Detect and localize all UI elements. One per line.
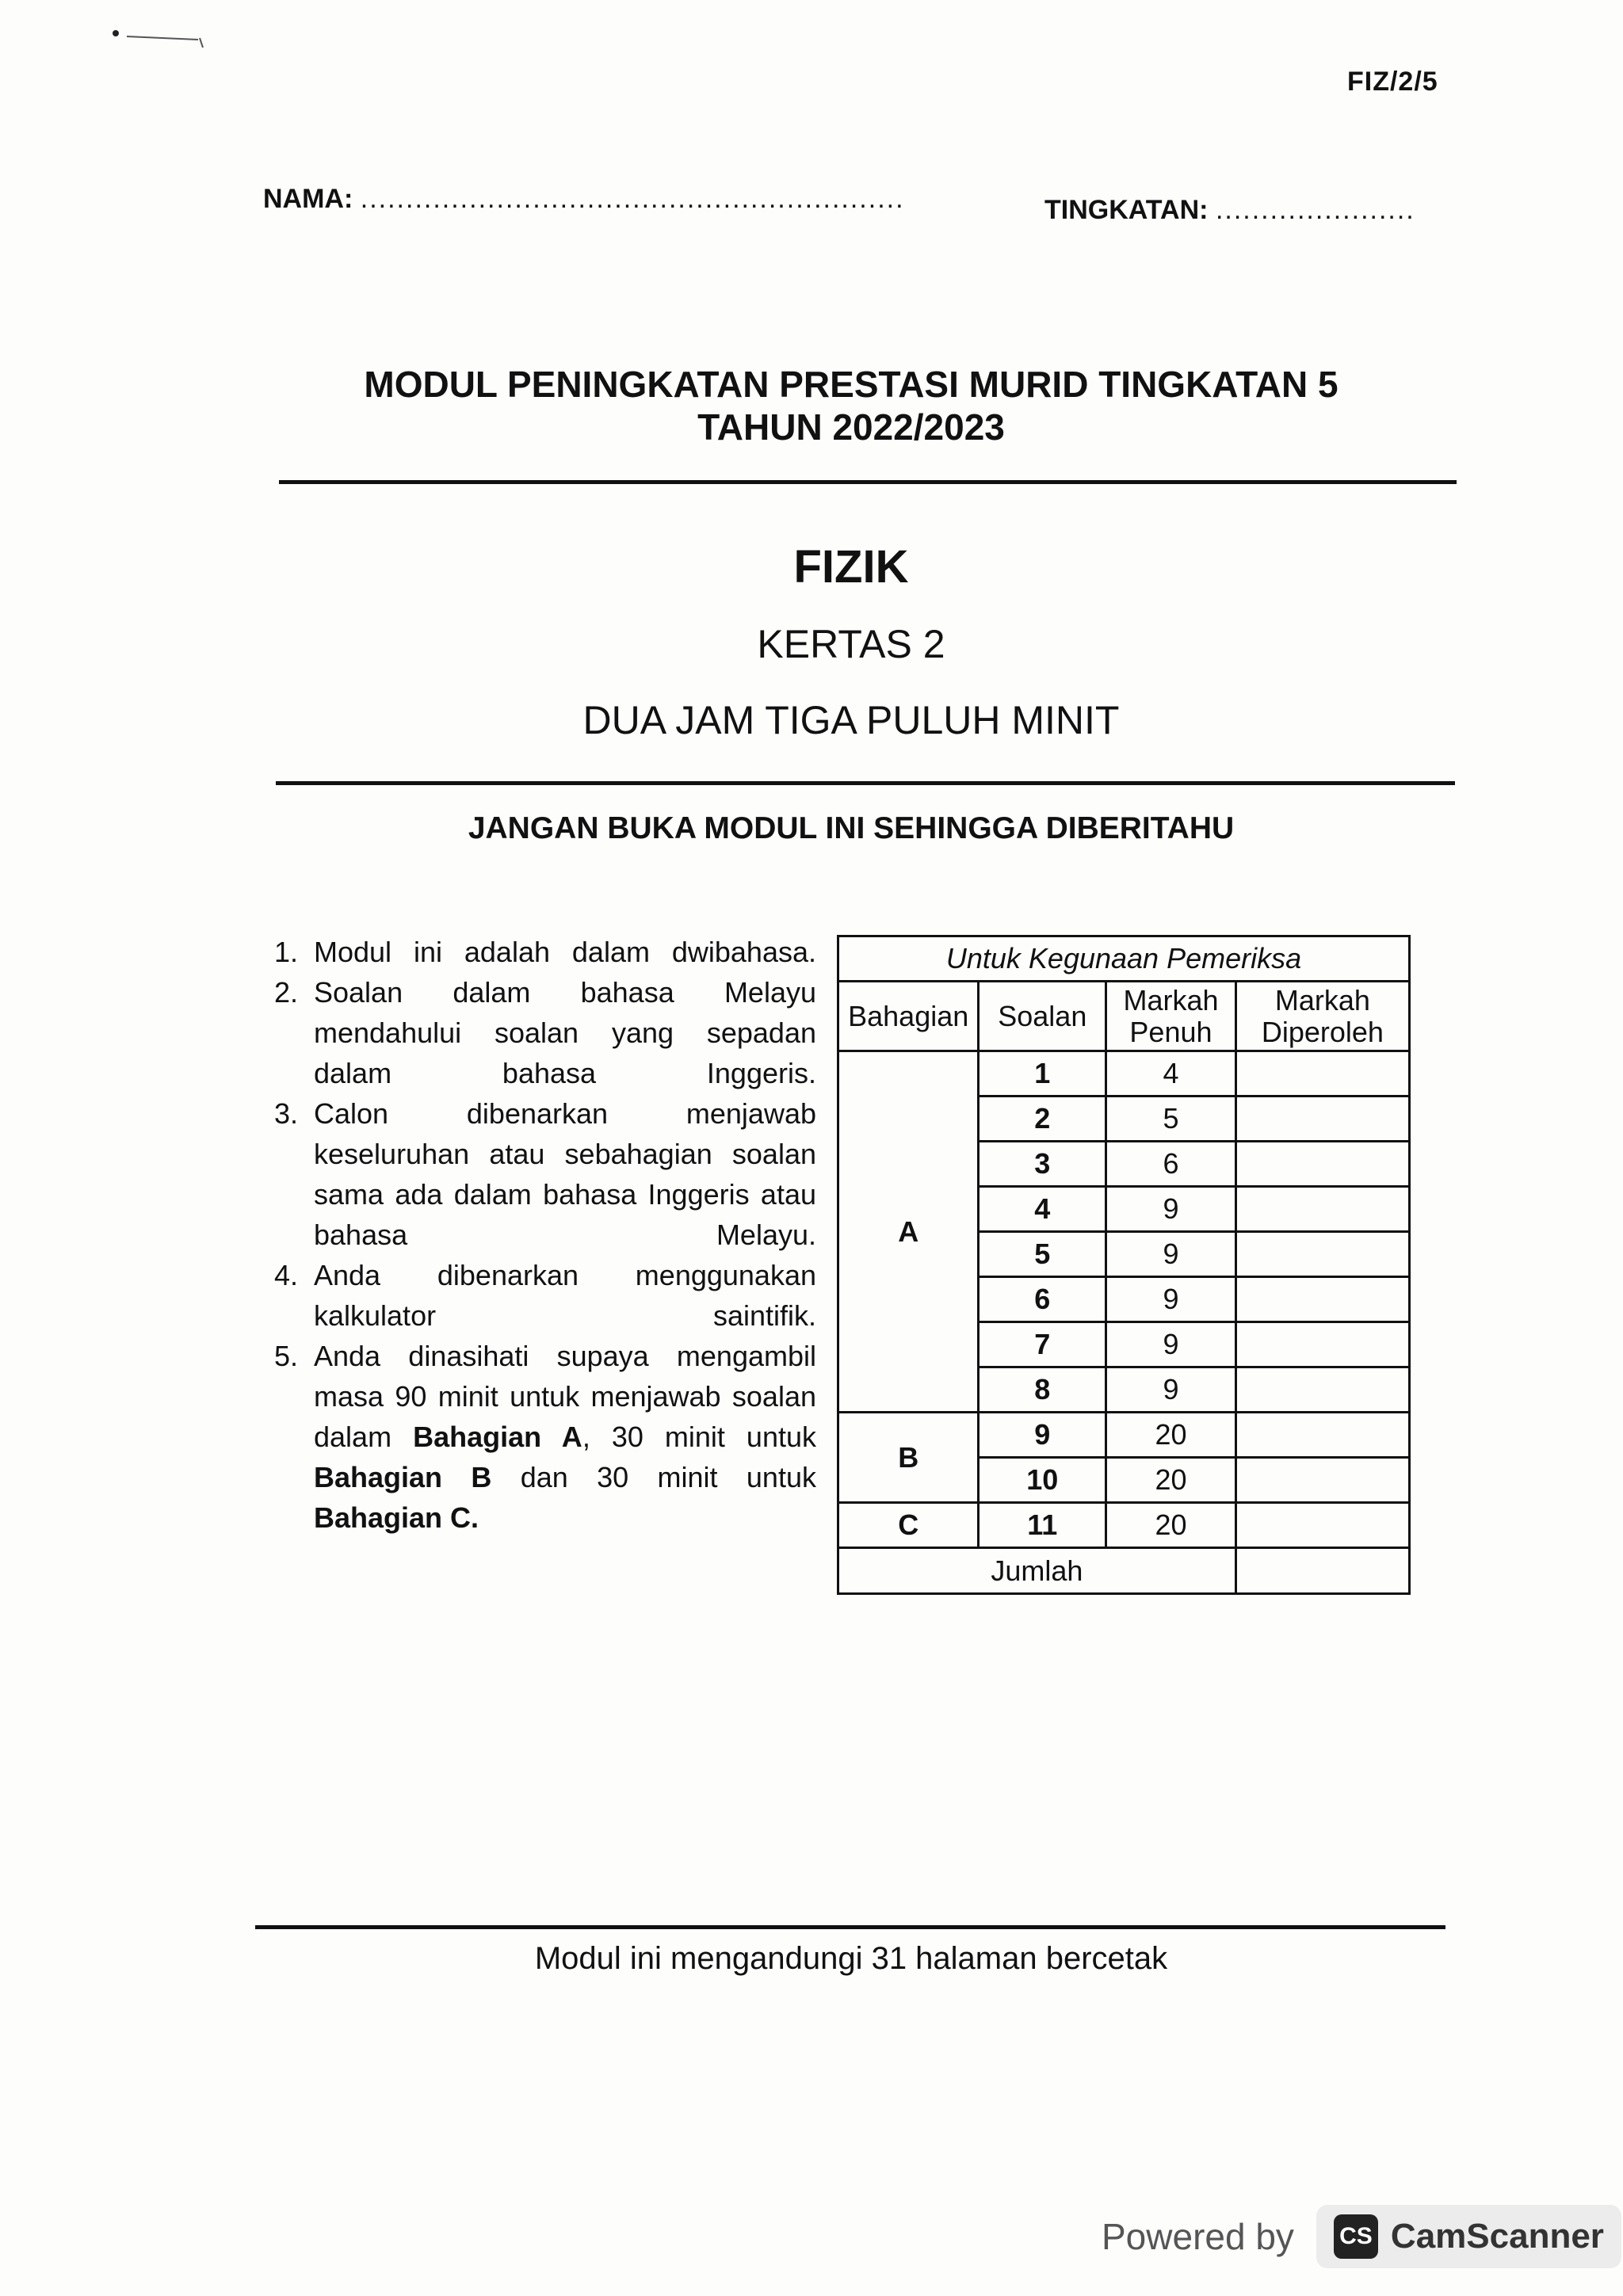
tingkatan-field[interactable]: [1044, 195, 1415, 226]
camscanner-logo-icon: CS: [1334, 2214, 1378, 2259]
instruction-item: 2. Soalan dalam bahasa Melayu mendahului soalan yang sepadan dalam bahasa Inggeris.: [274, 976, 816, 1089]
obtained-mark-cell[interactable]: [1235, 1142, 1409, 1187]
paper-number: KERTAS 2: [757, 622, 945, 666]
question-number: 11: [979, 1503, 1106, 1548]
section-a-label: A: [838, 1051, 979, 1413]
obtained-mark-cell[interactable]: [1235, 1367, 1409, 1413]
full-mark: 9: [1106, 1187, 1236, 1232]
section-b-label: B: [838, 1413, 979, 1503]
instructions-list: [269, 932, 816, 1538]
module-title: MODUL PENINGKATAN PRESTASI MURID TINGKATAN 5: [364, 364, 1338, 405]
paper-code: FIZ/2/5: [1347, 67, 1438, 97]
header-bahagian: Bahagian: [838, 982, 979, 1051]
nama-field[interactable]: [263, 184, 905, 215]
camscanner-badge: [1316, 2205, 1621, 2268]
total-obtained-cell[interactable]: [1235, 1548, 1409, 1594]
question-number: 3: [979, 1142, 1106, 1187]
instruction-item: 1. Modul ini adalah dalam dwibahasa.: [274, 936, 816, 968]
instruction-item: 5. Anda dinasihati supaya mengambil masa 90 minit untuk menjawab soalan dalam Bahagian A, 30 minit untuk Bahagian B dan 30 minit untuk Bahagian C.: [274, 1340, 817, 1534]
table-row: [838, 1503, 1410, 1548]
obtained-mark-cell[interactable]: [1235, 1322, 1409, 1367]
exam-duration: DUA JAM TIGA PULUH MINIT: [582, 698, 1120, 742]
instruction-item: 4. Anda dibenarkan menggunakan kalkulator saintifik.: [274, 1259, 816, 1332]
full-mark: 9: [1106, 1232, 1236, 1277]
question-number: 4: [979, 1187, 1106, 1232]
obtained-mark-cell[interactable]: [1235, 1232, 1409, 1277]
warning-text: JANGAN BUKA MODUL INI SEHINGGA DIBERITAHU: [468, 811, 1235, 845]
marks-table: [837, 935, 1411, 1595]
obtained-mark-cell[interactable]: [1235, 1413, 1409, 1458]
header-markah-penuh: Markah Penuh: [1106, 982, 1236, 1051]
camscanner-watermark: [1102, 2201, 1621, 2272]
full-mark: 20: [1106, 1503, 1236, 1548]
tingkatan-dots: ......................: [1215, 195, 1415, 225]
question-number: 8: [979, 1367, 1106, 1413]
question-number: 9: [979, 1413, 1106, 1458]
question-number: 6: [979, 1277, 1106, 1322]
full-mark: 20: [1106, 1413, 1236, 1458]
table-row: [838, 1413, 1410, 1458]
top-divider: [279, 480, 1457, 484]
obtained-mark-cell[interactable]: [1235, 1051, 1409, 1097]
camscanner-brand: CamScanner: [1390, 2217, 1604, 2256]
module-year: TAHUN 2022/2023: [697, 406, 1005, 448]
table-row: [838, 1051, 1410, 1097]
header-markah-diperoleh: Markah Diperoleh: [1235, 982, 1409, 1051]
question-number: 10: [979, 1458, 1106, 1503]
full-mark: 4: [1106, 1051, 1236, 1097]
obtained-mark-cell[interactable]: [1235, 1097, 1409, 1142]
nama-dots: ............................................................: [360, 184, 905, 214]
subject-name: FIZIK: [793, 541, 909, 593]
nama-label: NAMA:: [263, 184, 353, 214]
obtained-mark-cell[interactable]: [1235, 1277, 1409, 1322]
full-mark: 20: [1106, 1458, 1236, 1503]
total-label: Jumlah: [838, 1548, 1236, 1594]
question-number: 2: [979, 1097, 1106, 1142]
instruction-item: 3. Calon dibenarkan menjawab keseluruhan atau sebahagian soalan sama ada dalam bahasa Inggeris atau bahasa Melayu.: [274, 1097, 816, 1251]
full-mark: 9: [1106, 1367, 1236, 1413]
page-count-note: Modul ini mengandungi 31 halaman bercetak: [534, 1941, 1168, 1976]
obtained-mark-cell[interactable]: [1235, 1503, 1409, 1548]
scan-mark: [111, 27, 214, 59]
obtained-mark-cell[interactable]: [1235, 1458, 1409, 1503]
full-mark: 5: [1106, 1097, 1236, 1142]
middle-divider: [276, 781, 1455, 785]
question-number: 1: [979, 1051, 1106, 1097]
powered-by-text: Powered by: [1102, 2216, 1294, 2257]
question-number: 7: [979, 1322, 1106, 1367]
full-mark: 9: [1106, 1322, 1236, 1367]
obtained-mark-cell[interactable]: [1235, 1187, 1409, 1232]
tingkatan-label: TINGKATAN:: [1044, 195, 1209, 225]
header-soalan: Soalan: [979, 982, 1106, 1051]
total-row: [838, 1548, 1410, 1594]
question-number: 5: [979, 1232, 1106, 1277]
full-mark: 9: [1106, 1277, 1236, 1322]
table-caption: Untuk Kegunaan Pemeriksa: [838, 936, 1410, 982]
section-c-label: C: [838, 1503, 979, 1548]
full-mark: 6: [1106, 1142, 1236, 1187]
footer-divider: [255, 1925, 1445, 1929]
